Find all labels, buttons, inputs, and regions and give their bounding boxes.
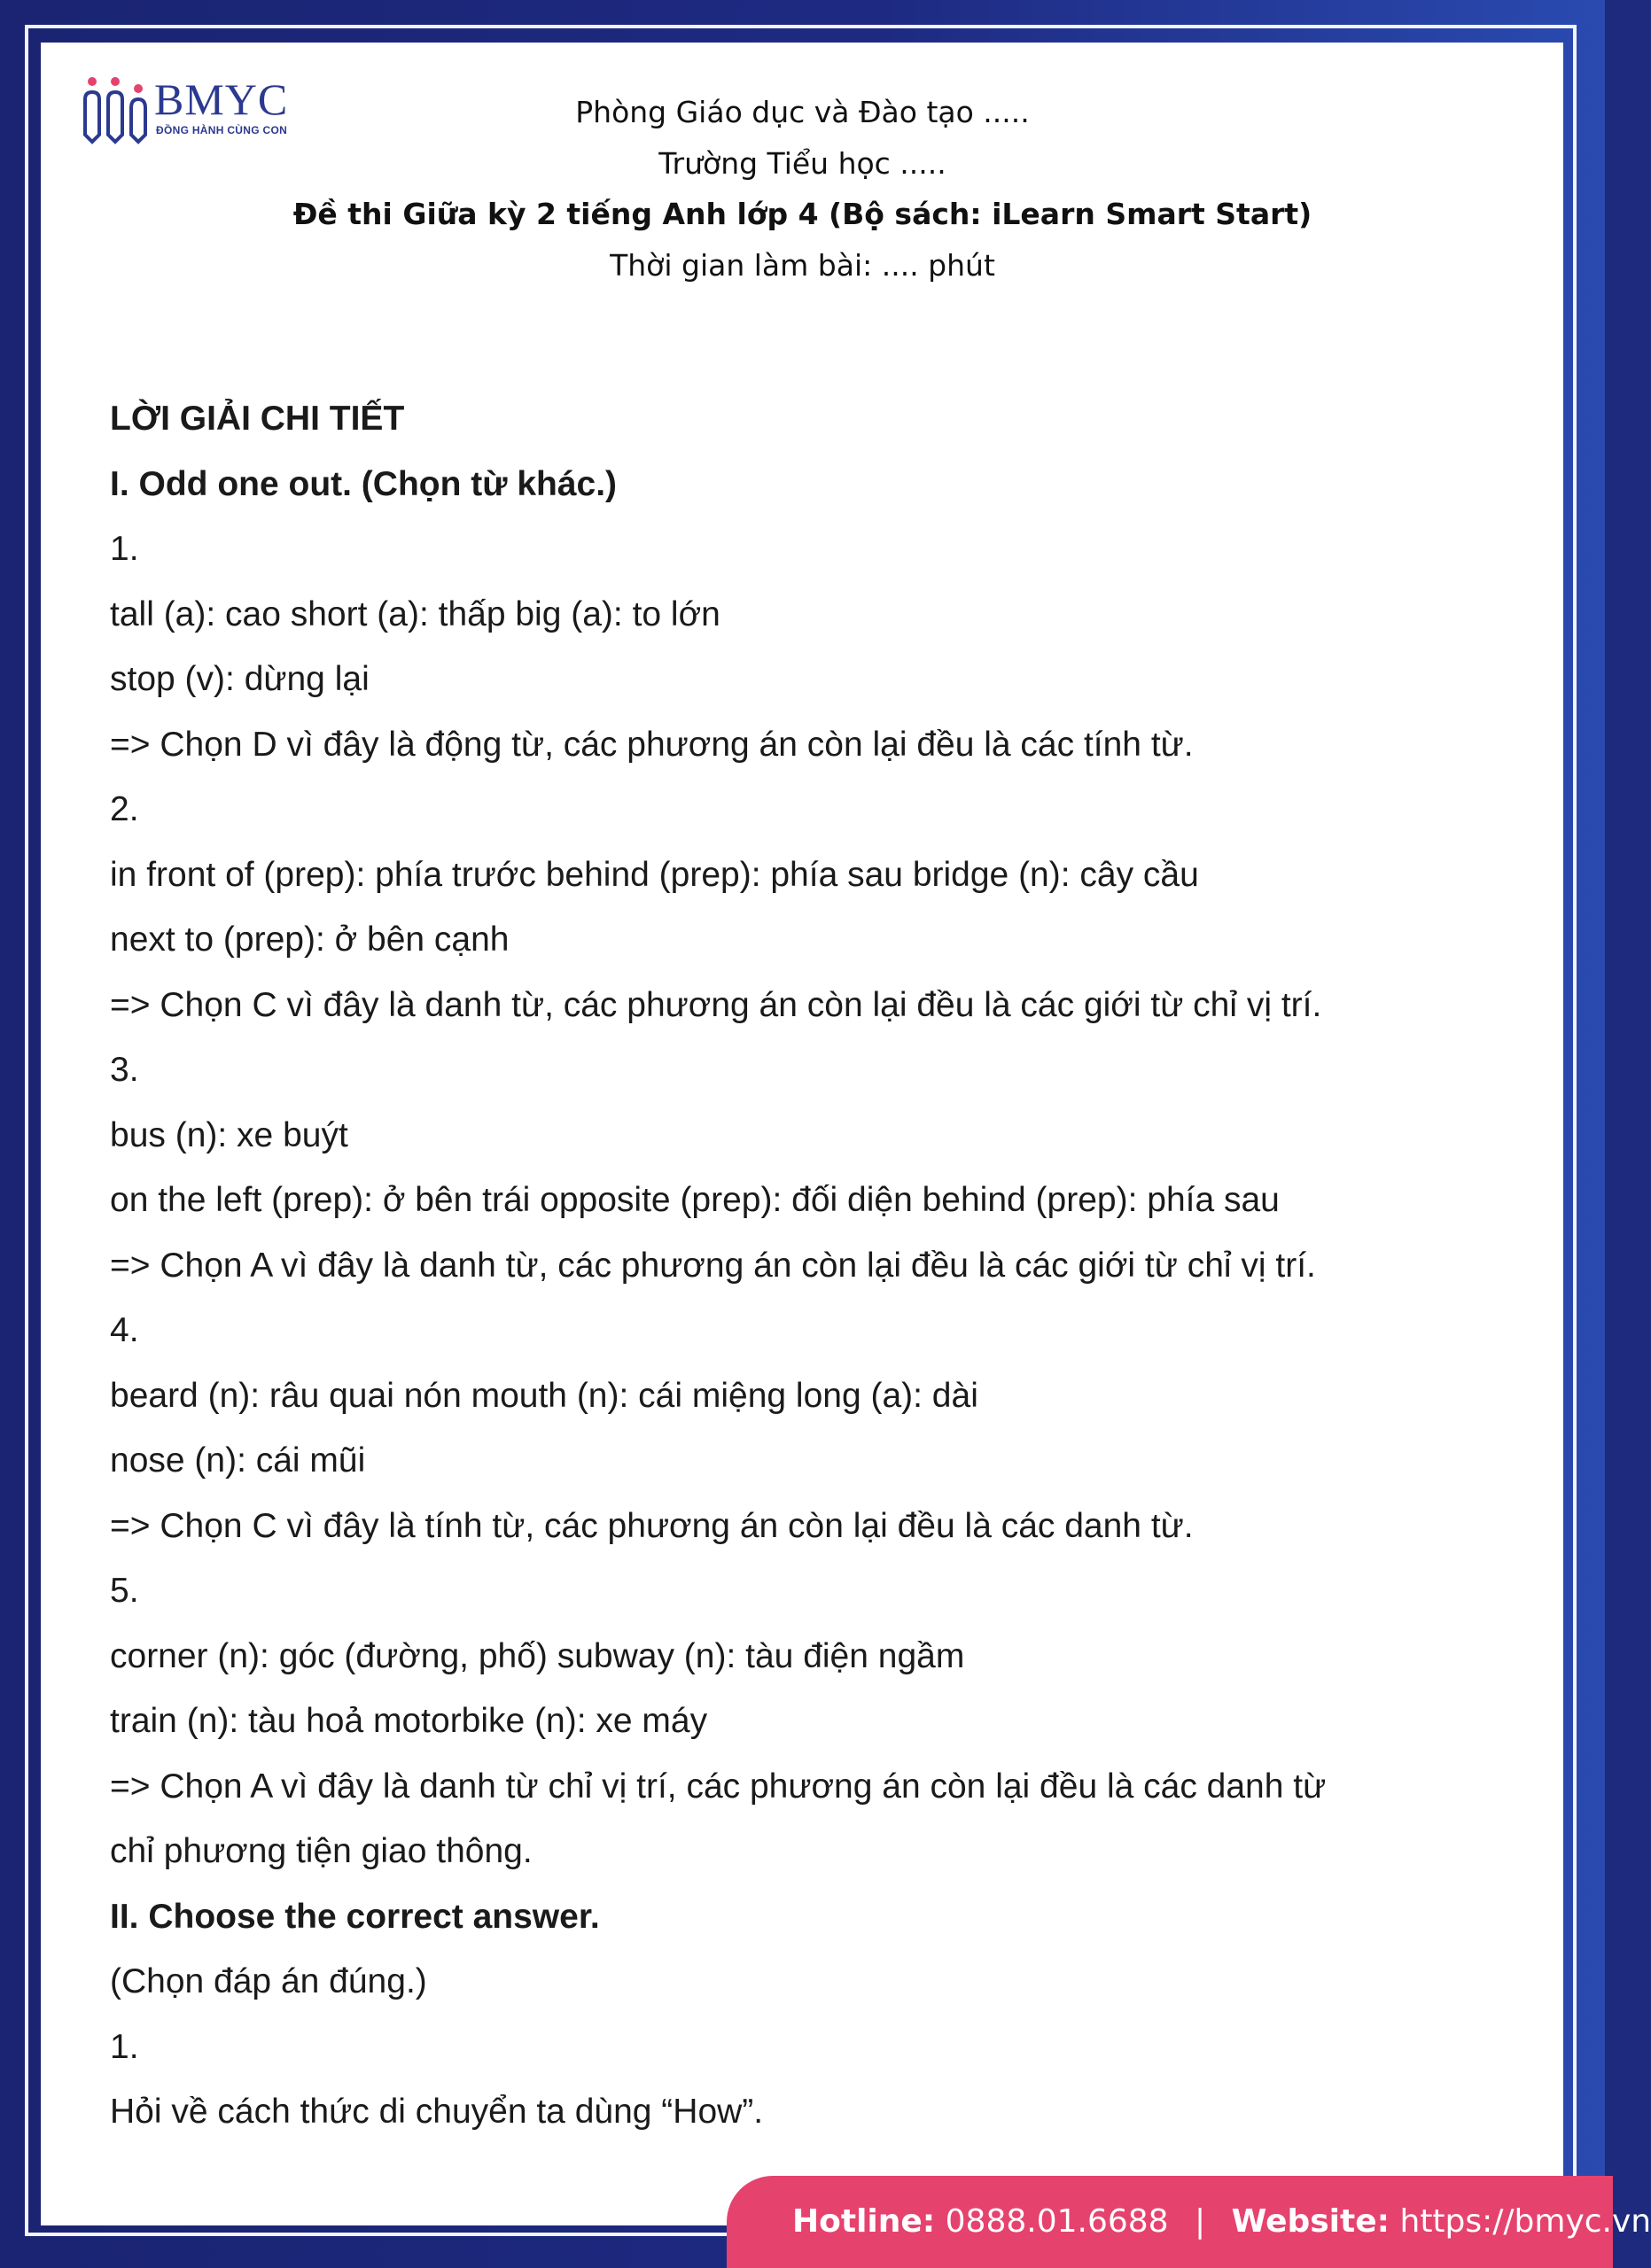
header-duration: Thời gian làm bài: .... phút (610, 247, 995, 283)
text-line: corner (n): góc (đường, phố) subway (n): tàu điện ngầm (110, 1636, 965, 1675)
header-exam-title: Đề thi Giữa kỳ 2 tiếng Anh lớp 4 (Bộ sách: iLearn Smart Start) (292, 197, 1312, 231)
footer-text (792, 2176, 1651, 2268)
text-line: tall (a): cao short (a): thấp big (a): to lớn (110, 594, 720, 633)
answer-explanation: => Chọn A vì đây là danh từ chỉ vị trí, các phương án còn lại đều là các danh từ (110, 1767, 1327, 1806)
header-school: Trường Tiểu học ..... (658, 145, 946, 181)
answer-explanation: => Chọn C vì đây là danh từ, các phương án còn lại đều là các giới từ chỉ vị trí. (110, 985, 1322, 1024)
contact-footer (727, 2176, 1651, 2268)
part-heading: I. Odd one out. (Chọn từ khác.) (110, 464, 618, 503)
part-heading: II. Choose the correct answer. (110, 1897, 600, 1936)
footer-separator: | (1195, 2203, 1206, 2240)
text-line: beard (n): râu quai nón mouth (n): cái miệng long (a): dài (110, 1376, 978, 1415)
hotline-label: Hotline: (792, 2203, 936, 2240)
hotline-number[interactable]: 0888.01.6688 (945, 2203, 1169, 2240)
logo-tagline: ĐỒNG HÀNH CÙNG CON (156, 124, 288, 136)
answer-explanation: => Chọn C vì đây là tính từ, các phương án còn lại đều là các danh từ. (110, 1506, 1194, 1545)
answer-content (110, 386, 1492, 2145)
text-line: (Chọn đáp án đúng.) (110, 1962, 427, 2000)
text-line: nose (n): cái mũi (110, 1441, 366, 1480)
website-link[interactable]: https://bmyc.vn (1399, 2203, 1651, 2240)
section-heading: LỜI GIẢI CHI TIẾT (110, 400, 405, 438)
text-line: Hỏi về cách thức di chuyển ta dùng “How”. (110, 2093, 764, 2131)
document-header (0, 87, 1605, 291)
answer-explanation-cont: chỉ phương tiện giao thông. (110, 1832, 533, 1870)
question-number: 4. (110, 1311, 139, 1349)
text-line: train (n): tàu hoả motorbike (n): xe máy (110, 1702, 708, 1740)
website-label: Website: (1231, 2203, 1390, 2240)
logo-text: BMYC (154, 74, 289, 124)
question-number: 2. (110, 790, 139, 828)
text-line: on the left (prep): ở bên trái opposite (prep): đối diện behind (prep): phía sau (110, 1181, 1280, 1219)
text-line: bus (n): xe buýt (110, 1115, 348, 1154)
question-number: 5. (110, 1572, 139, 1610)
text-line: stop (v): dừng lại (110, 660, 370, 698)
question-number: 1. (110, 2027, 139, 2066)
text-line: next to (prep): ở bên cạnh (110, 920, 510, 959)
answer-explanation: => Chọn D vì đây là động từ, các phương án còn lại đều là các tính từ. (110, 725, 1194, 764)
question-number: 3. (110, 1051, 139, 1089)
text-line: in front of (prep): phía trước behind (prep): phía sau bridge (n): cây cầu (110, 855, 1199, 894)
answer-explanation: => Chọn A vì đây là danh từ, các phương án còn lại đều là các giới từ chỉ vị trí. (110, 1246, 1316, 1285)
header-department: Phòng Giáo dục và Đào tạo ..... (575, 95, 1030, 129)
question-number: 1. (110, 530, 139, 568)
